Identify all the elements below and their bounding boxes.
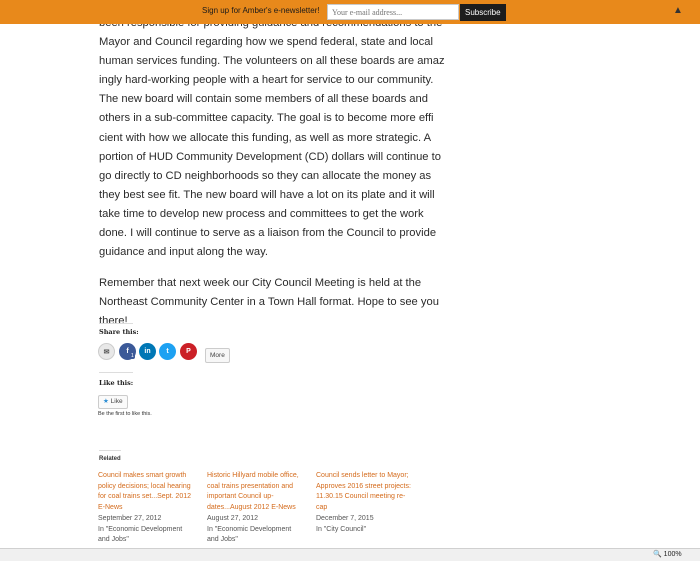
- like-button-label: Like: [110, 398, 123, 405]
- related-post-link[interactable]: Historic Hillyard mobile office, coal trains presentation and important Council up-dates...August 2012 E-News: [207, 472, 299, 511]
- related-post: [207, 471, 302, 546]
- related-post-link[interactable]: Council makes smart growth policy decisions; local hearing for coal trains set...Sept. 2012 E-News: [98, 472, 191, 511]
- like-first-text: Be the first to like this.: [98, 411, 152, 417]
- browser-status-bar: [0, 548, 700, 561]
- article-line: The new board will contain some members of all these boards and: [99, 93, 428, 106]
- share-facebook-icon[interactable]: f: [119, 343, 136, 360]
- zoom-value: 100%: [663, 551, 682, 558]
- article-line: take time to develop new process and committees to get the work: [99, 207, 424, 220]
- like-button[interactable]: [98, 395, 128, 409]
- related-heading: Related: [99, 456, 121, 462]
- share-more-button[interactable]: [205, 348, 230, 363]
- related-post-category: In "Economic Development and Jobs": [98, 525, 183, 543]
- facebook-share-count: 1: [131, 353, 134, 359]
- subscribe-button[interactable]: Subscribe: [460, 4, 506, 21]
- zoom-icon: 🔍: [653, 551, 662, 558]
- like-heading: Like this:: [99, 379, 134, 387]
- share-linkedin-icon[interactable]: in: [139, 343, 156, 360]
- article-line: ingly hard-working people with a heart for service to our community.: [99, 74, 434, 87]
- article-line: guidance and input along the way.: [99, 246, 268, 259]
- article-line: Northeast Community Center in a Town Hall format. Hope to see you: [99, 296, 439, 309]
- newsletter-email-input[interactable]: [327, 4, 459, 20]
- share-divider: [99, 323, 133, 324]
- related-post-link[interactable]: Council sends letter to Mayor; Approves 2016 street projects: 11.30.15 Council meeting re-cap: [316, 472, 411, 511]
- related-post-category: In "City Council": [316, 525, 367, 533]
- related-post-date: September 27, 2012: [98, 515, 162, 522]
- collapse-bar-icon[interactable]: ▲: [673, 5, 683, 16]
- share-more-label: More: [210, 352, 225, 359]
- like-divider: [99, 372, 133, 373]
- share-twitter-icon[interactable]: t: [159, 343, 176, 360]
- share-pinterest-icon[interactable]: P: [180, 343, 197, 360]
- article-paragraph-2: [99, 274, 444, 331]
- zoom-level[interactable]: [653, 550, 682, 558]
- share-email-icon[interactable]: ✉: [98, 343, 115, 360]
- article-line: human services funding. The volunteers on all these boards are amaz: [99, 55, 445, 68]
- star-icon: ★: [103, 398, 109, 405]
- article-line: done. I will continue to serve as a liaison from the Council to provide: [99, 227, 437, 240]
- article-line: Mayor and Council regarding how we spend federal, state and local: [99, 36, 433, 49]
- related-post: [316, 471, 411, 535]
- newsletter-signup-text: Sign up for Amber's e-newsletter!: [202, 6, 320, 15]
- related-post-date: August 27, 2012: [207, 515, 258, 522]
- article-line: cient with how we allocate this funding, as well as more strategic. A: [99, 131, 432, 144]
- article-line: go directly to CD neighborhoods so they can allocate the money as: [99, 169, 432, 182]
- article-line: others in a sub-committee capacity. The goal is to become more effi: [99, 112, 434, 125]
- related-post: [98, 471, 193, 546]
- related-post-category: In "Economic Development and Jobs": [207, 525, 292, 543]
- article-paragraph-1: [99, 14, 444, 262]
- article-line: they best see fit. The new board will have a lot on its plate and it will: [99, 188, 435, 201]
- related-divider: [99, 450, 121, 451]
- article-line: Remember that next week our City Council Meeting is held at the: [99, 277, 422, 290]
- share-heading: Share this:: [99, 328, 139, 336]
- related-post-date: December 7, 2015: [316, 515, 374, 522]
- article-line: portion of HUD Community Development (CD) dollars will continue to: [99, 150, 441, 163]
- article-body: [99, 14, 444, 332]
- article-line: there!: [99, 315, 128, 328]
- newsletter-bar: [0, 0, 700, 24]
